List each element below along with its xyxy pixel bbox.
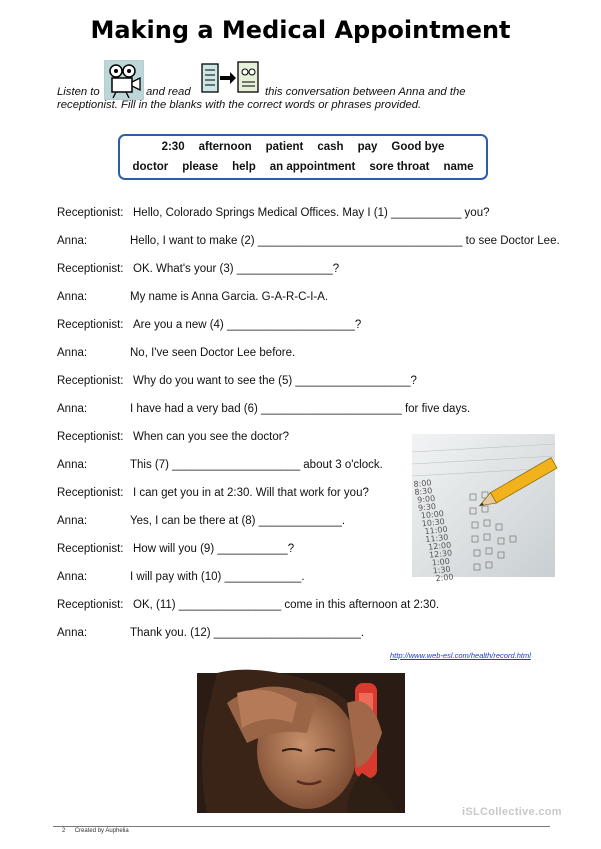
instr-and-read: and read xyxy=(146,86,191,98)
speaker-label: Receptionist: xyxy=(57,431,124,443)
word-bank-item: name xyxy=(443,161,474,173)
schedule-time: 8:00 xyxy=(413,478,432,490)
speaker-label: Anna: xyxy=(57,515,88,527)
schedule-time: 1:00 xyxy=(431,556,451,568)
schedule-time: 1:30 xyxy=(432,564,452,576)
watermark: iSLCollective.com xyxy=(462,806,562,818)
schedule-time: 10:00 xyxy=(420,509,445,521)
schedule-time: 11:30 xyxy=(424,532,449,545)
word-bank-item: pay xyxy=(357,141,378,153)
dialog-text: My name is Anna Garcia. G-A-R-C-I-A. xyxy=(130,291,329,303)
speaker-label: Receptionist: xyxy=(57,543,124,555)
speaker-label: Receptionist: xyxy=(57,599,124,611)
page-number: 2 xyxy=(62,828,66,834)
speaker-label: Anna: xyxy=(57,571,88,583)
word-bank-item: doctor xyxy=(132,161,169,173)
word-bank-item: 2:30 xyxy=(161,141,185,153)
dialog-text: OK. What's your (3) _______________? xyxy=(133,263,340,275)
projector-icon xyxy=(104,60,144,100)
dialog-text: When can you see the doctor? xyxy=(133,431,289,443)
page-title: Making a Medical Appointment xyxy=(90,16,511,44)
dialog-text: Are you a new (4) ____________________? xyxy=(133,319,362,331)
word-bank-item: Good bye xyxy=(391,141,445,153)
dialog-text: I have had a very bad (6) ______________________ for five days. xyxy=(130,403,471,415)
speaker-label: Anna: xyxy=(57,235,88,247)
word-bank-item: cash xyxy=(317,141,344,153)
speaker-label: Anna: xyxy=(57,403,88,415)
dialog-text: OK, (11) ________________ come in this afternoon at 2:30. xyxy=(133,599,440,611)
woman-headache-photo xyxy=(197,673,405,813)
word-bank-item: patient xyxy=(265,141,304,153)
speaker-label: Receptionist: xyxy=(57,207,124,219)
instr-rest: this conversation between Anna and the xyxy=(265,86,466,98)
word-bank-row-1 xyxy=(120,141,486,153)
dialog-text: Hello, I want to make (2) ________________________________ to see Doctor Lee. xyxy=(130,235,560,247)
dialog-text: How will you (9) ___________? xyxy=(133,543,295,555)
footer xyxy=(62,828,129,834)
dialog-text: Hello, Colorado Springs Medical Offices. May I (1) ___________ you? xyxy=(133,207,490,219)
instr-line2: receptionist. Fill in the blanks with the correct words or phrases provided. xyxy=(57,99,422,111)
instr-listen: Listen to xyxy=(57,86,100,98)
schedule-time: 12:00 xyxy=(427,540,452,552)
word-bank-item: afternoon xyxy=(198,141,252,153)
footer-divider xyxy=(53,826,550,827)
speaker-label: Receptionist: xyxy=(57,487,124,499)
schedule-time: 10:30 xyxy=(421,517,446,529)
speaker-label: Receptionist: xyxy=(57,375,124,387)
schedule-time: 8:30 xyxy=(413,486,433,497)
dialog-text: Thank you. (12) _______________________. xyxy=(130,627,365,639)
speaker-label: Anna: xyxy=(57,291,88,303)
source-link[interactable]: http://www.web-esl.com/health/record.html xyxy=(390,651,531,660)
dialog-text: Why do you want to see the (5) __________________? xyxy=(133,375,417,387)
dialog-text: I can get you in at 2:30. Will that work for you? xyxy=(133,487,369,499)
word-bank xyxy=(118,134,488,180)
speaker-label: Receptionist: xyxy=(57,263,124,275)
dialog-text: No, I've seen Doctor Lee before. xyxy=(130,347,296,359)
appointment-schedule-photo xyxy=(412,434,555,584)
word-bank-item: help xyxy=(232,161,256,173)
word-bank-row-2 xyxy=(120,161,486,173)
word-bank-item: an appointment xyxy=(269,161,356,173)
dialog-text: This (7) ____________________ about 3 o'clock. xyxy=(130,459,383,471)
word-bank-item: sore throat xyxy=(369,161,430,173)
speaker-label: Anna: xyxy=(57,627,88,639)
dialog-text: Yes, I can be there at (8) _____________. xyxy=(130,515,346,527)
schedule-time: 12:30 xyxy=(428,548,453,560)
speaker-label: Anna: xyxy=(57,459,88,471)
speaker-label: Anna: xyxy=(57,347,88,359)
document-arrow-icon xyxy=(198,58,262,98)
speaker-label: Receptionist: xyxy=(57,319,124,331)
schedule-time: 9:30 xyxy=(417,501,437,513)
footer-credit: Created by Auphelia xyxy=(74,828,129,834)
schedule-time: 11:00 xyxy=(424,524,448,537)
dialog-text: I will pay with (10) ____________. xyxy=(130,571,305,583)
word-bank-item: please xyxy=(182,161,219,173)
schedule-time: 2:00 xyxy=(435,572,454,584)
schedule-time: 9:00 xyxy=(416,493,436,505)
